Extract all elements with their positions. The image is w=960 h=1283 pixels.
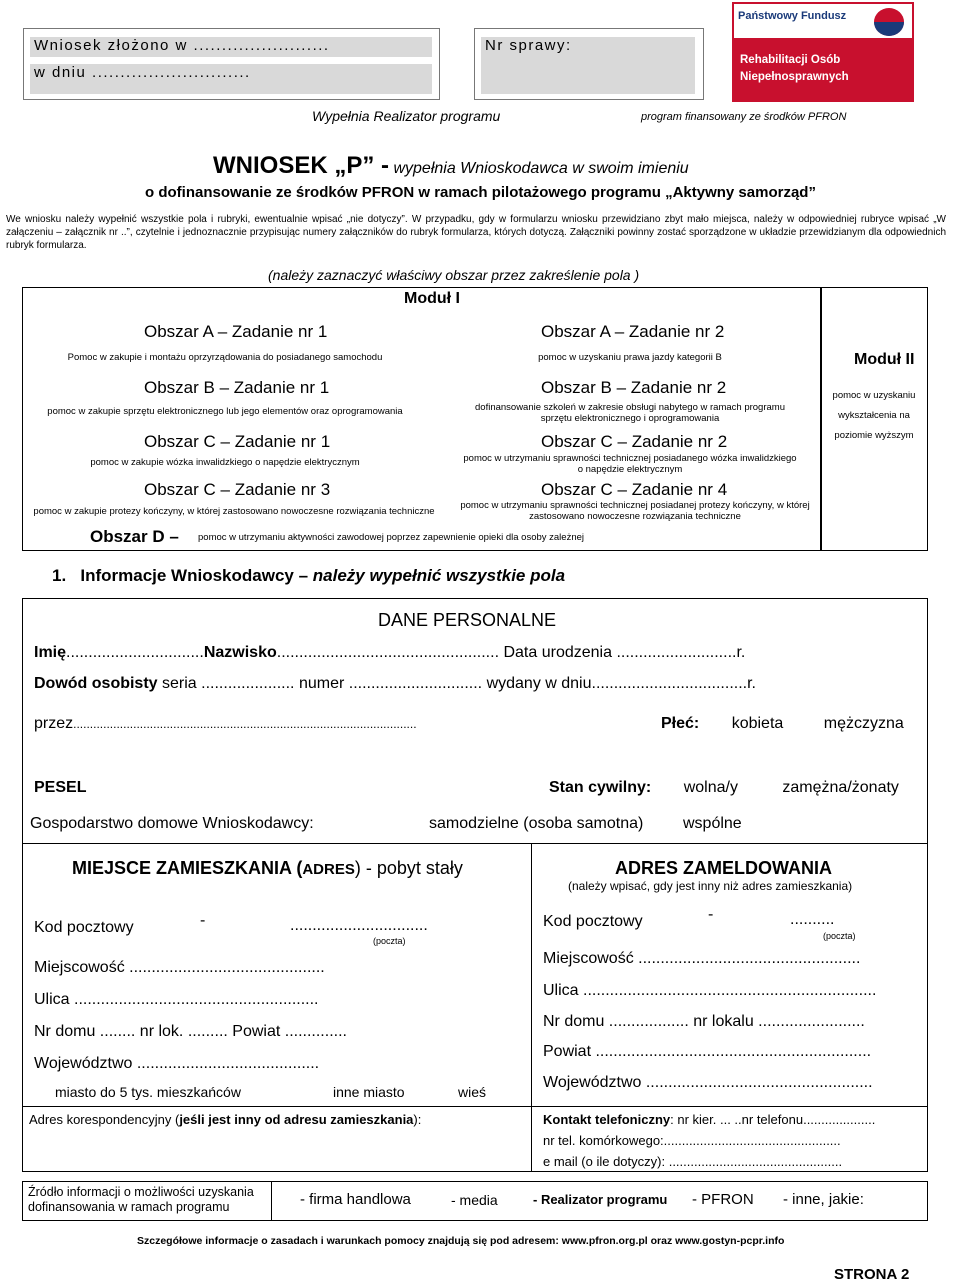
- reg-post-office: (poczta): [823, 931, 856, 941]
- personal-heading: DANE PERSONALNE: [378, 610, 557, 630]
- res-street-field[interactable]: Ulica .......................................................: [34, 991, 319, 1008]
- area-c4-desc: pomoc w utrzymaniu sprawności technicznej posiadanej protezy kończyny, w której zastosowano nowoczesne rozwiązania techniczne: [460, 500, 810, 522]
- page-title: WNIOSEK „P” - wypełnia Wnioskodawca w swoim imieniu: [213, 152, 689, 179]
- issued-by-field[interactable]: .......................................................................................................: [73, 717, 417, 731]
- sex-male-option[interactable]: mężczyzna: [823, 715, 904, 732]
- area-d-title[interactable]: Obszar D –: [90, 527, 179, 546]
- area-c1-desc: pomoc w zakupie wózka inwalidzkiego o napędzie elektrycznym: [90, 457, 360, 468]
- source-option-pfron[interactable]: - PFRON: [692, 1191, 754, 1208]
- res-house-field[interactable]: Nr domu ........ nr lok. ......... Powiat ..............: [34, 1023, 347, 1040]
- reg-city-field[interactable]: Miejscowość ..................................................: [543, 950, 861, 967]
- res-voivodeship-field[interactable]: Województwo .........................................: [34, 1055, 320, 1072]
- case-number-box: [474, 28, 704, 100]
- household-shared-option[interactable]: wspólne: [683, 815, 742, 832]
- id-series-field[interactable]: seria .....................: [162, 675, 295, 692]
- logo-line-2: Rehabilitacji Osób: [740, 54, 841, 66]
- id-number-field[interactable]: numer ..............................: [298, 675, 483, 692]
- reg-postal-dash: -: [708, 906, 714, 923]
- name-field[interactable]: ...............................: [66, 644, 204, 661]
- submission-box: [23, 28, 440, 100]
- res-postal-dash: -: [200, 912, 206, 929]
- res-small-town-option[interactable]: miasto do 5 tys. mieszkańców: [55, 1084, 241, 1100]
- residence-heading: MIEJSCE ZAMIESZKANIA (ADRES) - pobyt stały: [72, 858, 463, 878]
- area-b1-title[interactable]: Obszar B – Zadanie nr 1: [144, 378, 330, 397]
- instructions: We wniosku należy wypełnić wszystkie pola i rubryki, ewentualnie wpisać „nie dotyczy”. W przypadku, gdy w formularzu wniosku przewidziano zbyt mało miejsca, należy w odpowiedniej rubryce wpisać „W załączeniu – załącznik nr ..”, czytelnie i jednoznacznie przypisując numery załączników do rubryk formularza, których dotyczą. Załączniki powinny zostać sporządzone w układzie przewidzianym dla odpowiednich rubryk formularza.: [6, 214, 946, 251]
- sex-female-option[interactable]: kobieta: [731, 715, 784, 732]
- pfron-logo: [732, 2, 914, 102]
- module-1-title: Moduł I: [404, 290, 460, 307]
- birth-field[interactable]: ...........................r.: [616, 644, 746, 661]
- email-field[interactable]: e mail (o ile dotyczy): ................................................: [543, 1154, 843, 1169]
- module-2-desc: pomoc w uzyskaniu wykształcenia na poziomie wyższym: [832, 390, 916, 441]
- marital-single-option[interactable]: wolna/y: [683, 779, 738, 796]
- surname-field[interactable]: ..................................................: [276, 644, 500, 661]
- reg-postal-label: Kod pocztowy: [543, 913, 643, 930]
- source-option-firm[interactable]: - firma handlowa: [300, 1191, 411, 1208]
- marital-married-option[interactable]: zamężna/żonaty: [782, 779, 899, 796]
- sex-row: Płeć: kobieta mężczyzna: [661, 715, 904, 732]
- area-c3-title[interactable]: Obszar C – Zadanie nr 3: [144, 480, 331, 499]
- res-city-field[interactable]: Miejscowość ............................................: [34, 959, 325, 976]
- page-subtitle: o dofinansowanie ze środków PFRON w ramach pilotażowego programu „Aktywny samorząd”: [145, 184, 816, 201]
- section-1-heading: 1. Informacje Wnioskodawcy – należy wypełnić wszystkie pola: [52, 566, 566, 585]
- issued-by-row: przez.......................................................................................................: [34, 715, 417, 732]
- logo-mark: [874, 8, 904, 36]
- source-option-media[interactable]: - media: [451, 1192, 498, 1208]
- res-other-town-option[interactable]: inne miasto: [333, 1084, 405, 1100]
- filled-by-realizer: Wypełnia Realizator programu: [312, 108, 501, 124]
- source-label: Źródło informacji o możliwości uzyskania dofinansowania w ramach programu: [28, 1185, 254, 1214]
- area-a1-title[interactable]: Obszar A – Zadanie nr 1: [144, 322, 328, 341]
- area-b2-desc: dofinansowanie szkoleń w zakresie obsługi nabytego w ramach programu sprzętu elektronicznego i oprogramowania: [475, 402, 785, 424]
- case-number-field[interactable]: Nr sprawy:: [481, 37, 695, 94]
- area-b1-desc: pomoc w zakupie sprzętu elektronicznego lub jego elementów oraz oprogramowania: [47, 406, 403, 417]
- res-post-office: (poczta): [373, 936, 406, 946]
- program-note: program finansowany ze środków PFRON: [641, 111, 847, 123]
- res-village-option[interactable]: wieś: [458, 1084, 487, 1100]
- reg-house-field[interactable]: Nr domu .................. nr lokalu ........................: [543, 1013, 865, 1030]
- area-c2-desc: pomoc w utrzymaniu sprawności technicznej posiadanego wózka inwalidzkiego o napędzie elektrycznym: [463, 453, 797, 475]
- area-c3-desc: pomoc w zakupie protezy kończyny, w której zastosowano nowoczesne rozwiązania techniczne: [33, 506, 435, 517]
- footer-info: Szczegółowe informacje o zasadach i warunkach pomocy znajdują się pod adresem: www.pfron.org.pl oraz www.gostyn-pcpr.info: [137, 1235, 785, 1247]
- area-a2-desc: pomoc w uzyskaniu prawa jazdy kategorii B: [538, 352, 722, 363]
- page-number: STRONA 2: [834, 1266, 910, 1283]
- source-option-realizer[interactable]: - Realizator programu: [533, 1192, 668, 1207]
- res-postal-field[interactable]: ...............................: [290, 917, 428, 934]
- reg-street-field[interactable]: Ulica ..................................................................: [543, 982, 877, 999]
- submitted-field[interactable]: Wniosek złożono w ........................: [30, 37, 432, 57]
- date-field[interactable]: w dniu ............................: [30, 64, 432, 94]
- logo-line-3: Niepełnosprawnych: [740, 71, 849, 83]
- name-row: Imię...............................Nazwisko.................................................. Data urodzenia ...........................r.: [34, 644, 746, 661]
- registration-note: (należy wpisać, gdy jest inny niż adres zamieszkania): [568, 879, 853, 893]
- area-a2-title[interactable]: Obszar A – Zadanie nr 2: [541, 322, 725, 341]
- reg-voivodeship-field[interactable]: Województwo ...................................................: [543, 1074, 873, 1091]
- logo-line-1: Państwowy Fundusz: [738, 10, 847, 22]
- reg-postal-field[interactable]: ..........: [790, 911, 835, 928]
- module-hint: (należy zaznaczyć właściwy obszar przez zakreślenie pola ): [268, 267, 640, 283]
- correspondence-label: Adres korespondencyjny (jeśli jest inny od adresu zamieszkania):: [29, 1112, 422, 1127]
- marital-row: Stan cywilny: wolna/y zamężna/żonaty: [549, 779, 899, 796]
- registration-heading: ADRES ZAMELDOWANIA: [615, 858, 832, 878]
- phone-field[interactable]: Kontakt telefoniczny: nr kier. ... ..nr telefonu....................: [543, 1112, 876, 1127]
- area-c1-title[interactable]: Obszar C – Zadanie nr 1: [144, 432, 331, 451]
- source-option-other[interactable]: - inne, jakie:: [783, 1191, 864, 1208]
- res-postal-label: Kod pocztowy: [34, 919, 134, 936]
- area-d-desc: pomoc w utrzymaniu aktywności zawodowej poprzez zapewnienie opieki dla osoby zależnej: [198, 532, 585, 543]
- issued-field[interactable]: wydany w dniu...................................r.: [486, 675, 756, 692]
- household-alone-option[interactable]: samodzielne (osoba samotna): [429, 815, 644, 832]
- module-2-title: Moduł II: [854, 351, 915, 368]
- id-row: Dowód osobisty seria ..................... numer .............................. wydany w dniu...................................r.: [34, 675, 756, 692]
- household-label: Gospodarstwo domowe Wnioskodawcy:: [30, 815, 314, 832]
- area-b2-title[interactable]: Obszar B – Zadanie nr 2: [541, 378, 727, 397]
- area-a1-desc: Pomoc w zakupie i montażu oprzyrządowania do posiadanego samochodu: [67, 352, 383, 363]
- area-c4-title[interactable]: Obszar C – Zadanie nr 4: [541, 480, 728, 499]
- mobile-field[interactable]: nr tel. komórkowego:.................................................: [543, 1133, 841, 1148]
- pesel-label: PESEL: [34, 779, 87, 796]
- reg-county-field[interactable]: Powiat ..............................................................: [543, 1043, 872, 1060]
- area-c2-title[interactable]: Obszar C – Zadanie nr 2: [541, 432, 728, 451]
